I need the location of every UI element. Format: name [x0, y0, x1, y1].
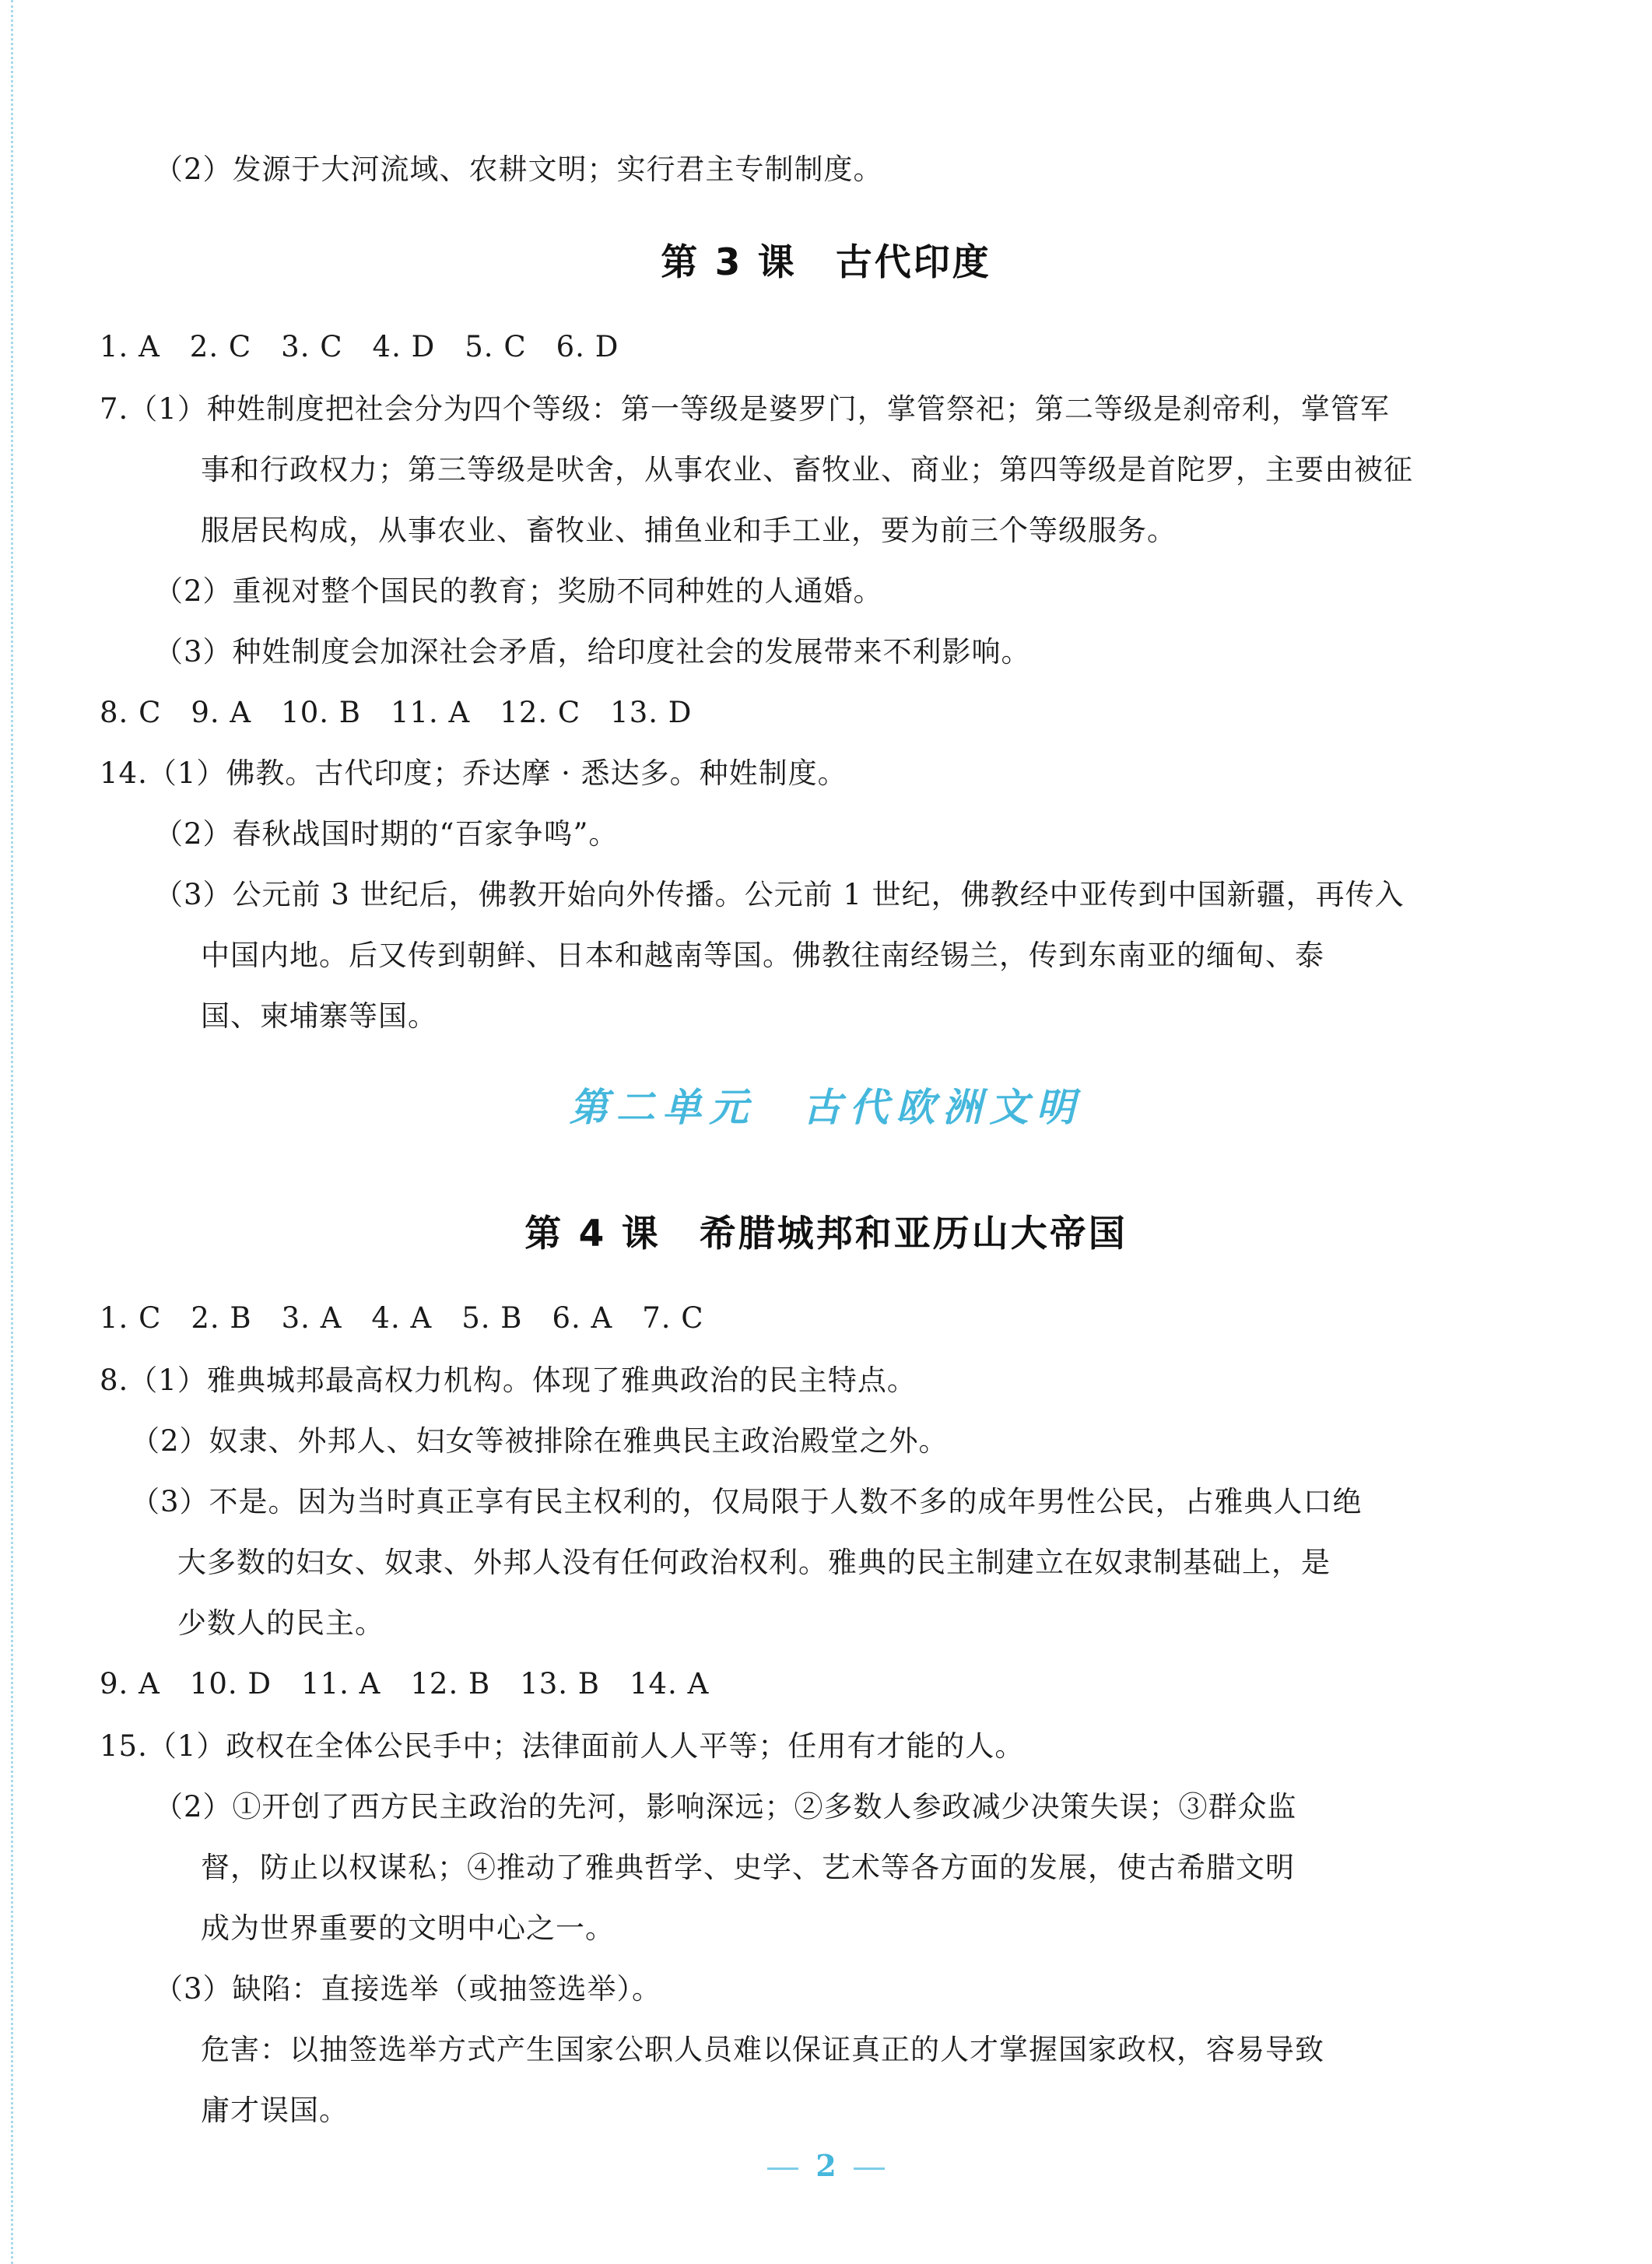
answer-line: （2）春秋战国时期的“百家争鸣”。	[154, 817, 619, 851]
footer-dash-right	[854, 2167, 885, 2170]
page-number: 2	[815, 2148, 837, 2183]
footer-dash-left	[767, 2167, 798, 2170]
answer-line: 大多数的妇女、奴隶、外邦人没有任何政治权利。雅典的民主制建立在奴隶制基础上，是	[177, 1546, 1331, 1579]
answer-line: 事和行政权力；第三等级是吠舍，从事农业、畜牧业、商业；第四等级是首陀罗，主要由被征	[201, 453, 1413, 486]
answer-line: 15.（1）政权在全体公民手中；法律面前人人平等；任用有才能的人。	[100, 1729, 1025, 1763]
answer-line: （2）奴隶、外邦人、妇女等被排除在雅典民主政治殿堂之外。	[131, 1424, 949, 1458]
answer-line: 1. C 2. B 3. A 4. A 5. B 6. A 7. C	[100, 1301, 704, 1335]
answer-line: 成为世界重要的文明中心之一。	[201, 1911, 615, 1945]
answer-line: 7.（1）种姓制度把社会分为四个等级：第一等级是婆罗门，掌管祭祀；第二等级是刹帝利，掌管军	[100, 392, 1390, 426]
answer-line: 服居民构成，从事农业、畜牧业、捕鱼业和手工业，要为前三个等级服务。	[201, 514, 1177, 547]
answer-line: （3）公元前 3 世纪后，佛教开始向外传播。公元前 1 世纪，佛教经中亚传到中国新疆，再传入	[154, 878, 1405, 911]
answer-line: 1. A 2. C 3. C 4. D 5. C 6. D	[100, 330, 619, 363]
answer-line: （2）①开创了西方民主政治的先河，影响深远；②多数人参政减少决策失误；③群众监	[154, 1790, 1297, 1823]
answer-line: （2）重视对整个国民的教育；奖励不同种姓的人通婚。	[154, 574, 883, 608]
answer-line: 庸才误国。	[201, 2094, 349, 2127]
answer-line: 督，防止以权谋私；④推动了雅典哲学、史学、艺术等各方面的发展，使古希腊文明	[201, 1851, 1295, 1884]
answer-line: 中国内地。后又传到朝鲜、日本和越南等国。佛教往南经锡兰，传到东南亚的缅甸、泰	[201, 939, 1324, 972]
lesson-3-title: 第 3 课 古代印度	[661, 241, 991, 284]
page-footer	[0, 2148, 1652, 2183]
answer-line: （2）发源于大河流域、农耕文明；实行君主专制制度。	[154, 153, 883, 186]
answer-line: 8. C 9. A 10. B 11. A 12. C 13. D	[100, 696, 693, 729]
unit-2-title: 第二单元 古代欧洲文明	[569, 1084, 1083, 1130]
answer-line: 少数人的民主。	[177, 1606, 384, 1640]
answer-line: （3）缺陷：直接选举（或抽签选举）。	[154, 1972, 662, 2006]
answer-line: （3）种姓制度会加深社会矛盾，给印度社会的发展带来不利影响。	[154, 635, 1031, 669]
lesson-4-title: 第 4 课 希腊城邦和亚历山大帝国	[524, 1213, 1128, 1255]
answer-line: 国、柬埔寨等国。	[201, 999, 437, 1033]
answer-line: 9. A 10. D 11. A 12. B 13. B 14. A	[100, 1667, 710, 1701]
answer-line: 8.（1）雅典城邦最高权力机构。体现了雅典政治的民主特点。	[100, 1364, 917, 1397]
answer-line: （3）不是。因为当时真正享有民主权利的，仅局限于人数不多的成年男性公民，占雅典人口绝	[131, 1485, 1363, 1518]
answer-line: 14.（1）佛教。古代印度；乔达摩 · 悉达多。种姓制度。	[100, 756, 847, 790]
answer-line: 危害：以抽签选举方式产生国家公职人员难以保证真正的人才掌握国家政权，容易导致	[201, 2033, 1324, 2066]
